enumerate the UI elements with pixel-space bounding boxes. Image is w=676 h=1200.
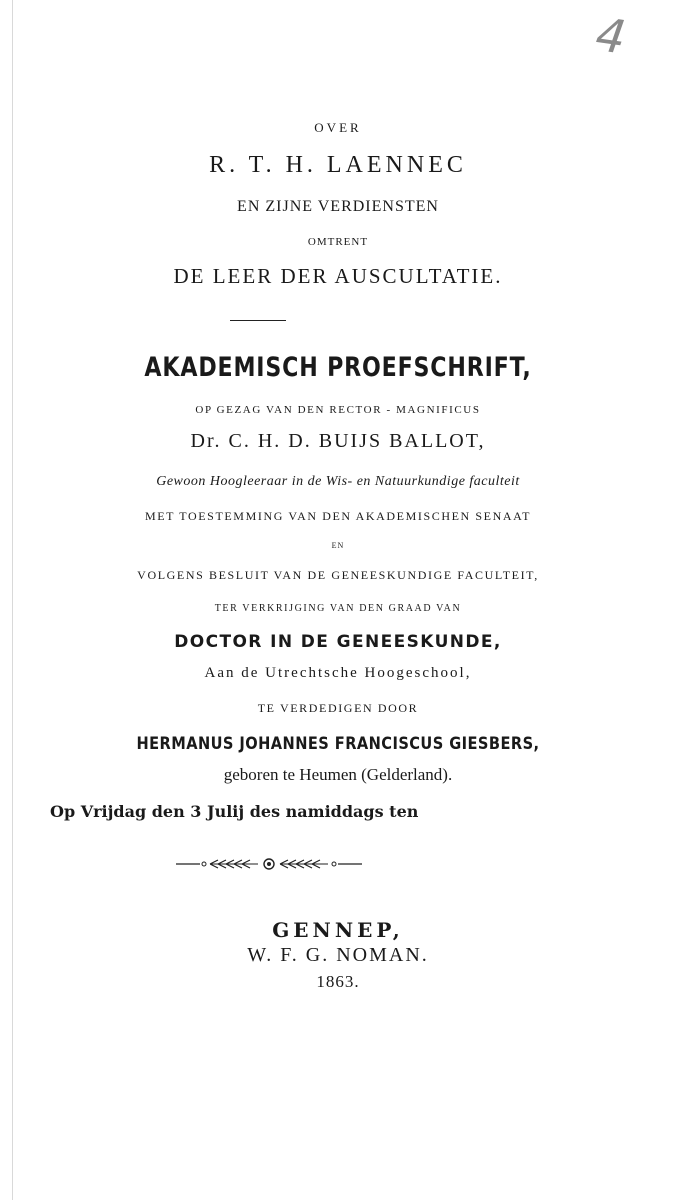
thesis-title: AKADEMISCH PROEFSCHRIFT, — [144, 352, 532, 383]
thesis-author: HERMANUS JOHANNES FRANCISCUS GIESBERS, — [136, 734, 540, 754]
thesis-decision: VOLGENS BESLUIT VAN DE GENEESKUNDIGE FACULTEIT, — [137, 568, 539, 582]
ornament-divider — [176, 855, 362, 873]
imprint-city: GENNEP, — [272, 918, 404, 942]
thesis-rector: Dr. C. H. D. BUIJS BALLOT, — [190, 430, 486, 452]
header-topic: DE LEER DER AUSCULTATIE. — [173, 264, 503, 288]
imprint-publisher: W. F. G. NOMAN. — [247, 944, 429, 966]
thesis-en: EN — [331, 541, 345, 550]
thesis-date: Op Vrijdag den 3 Julij des namiddags ten — [50, 802, 419, 821]
thesis-defend: TE VERDEDIGEN DOOR — [257, 701, 419, 715]
thesis-school: Aan de Utrechtsche Hoogeschool, — [204, 665, 472, 681]
header-omtrent: OMTRENT — [307, 236, 369, 248]
page-number: 4 — [592, 7, 630, 65]
page-edge — [12, 0, 13, 1200]
thesis-rector-title: Gewoon Hoogleeraar in de Wis- en Natuurkundige faculteit — [156, 474, 520, 489]
header-name: R. T. H. LAENNEC — [209, 152, 467, 178]
thesis-to-obtain: TER VERKRIJGING VAN DEN GRAAD VAN — [214, 603, 462, 614]
header-over: OVER — [314, 120, 362, 135]
thesis-degree: DOCTOR IN DE GENEESKUNDE, — [174, 632, 502, 652]
thesis-authority: OP GEZAG VAN DEN RECTOR - MAGNIFICUS — [195, 404, 481, 416]
thesis-born: geboren te Heumen (Gelderland). — [223, 765, 453, 784]
header-subtitle: EN ZIJNE VERDIENSTEN — [237, 198, 439, 215]
imprint-year: 1863. — [316, 972, 360, 991]
thesis-consent: MET TOESTEMMING VAN DEN AKADEMISCHEN SENAAT — [144, 509, 532, 523]
divider-rule — [230, 320, 286, 321]
